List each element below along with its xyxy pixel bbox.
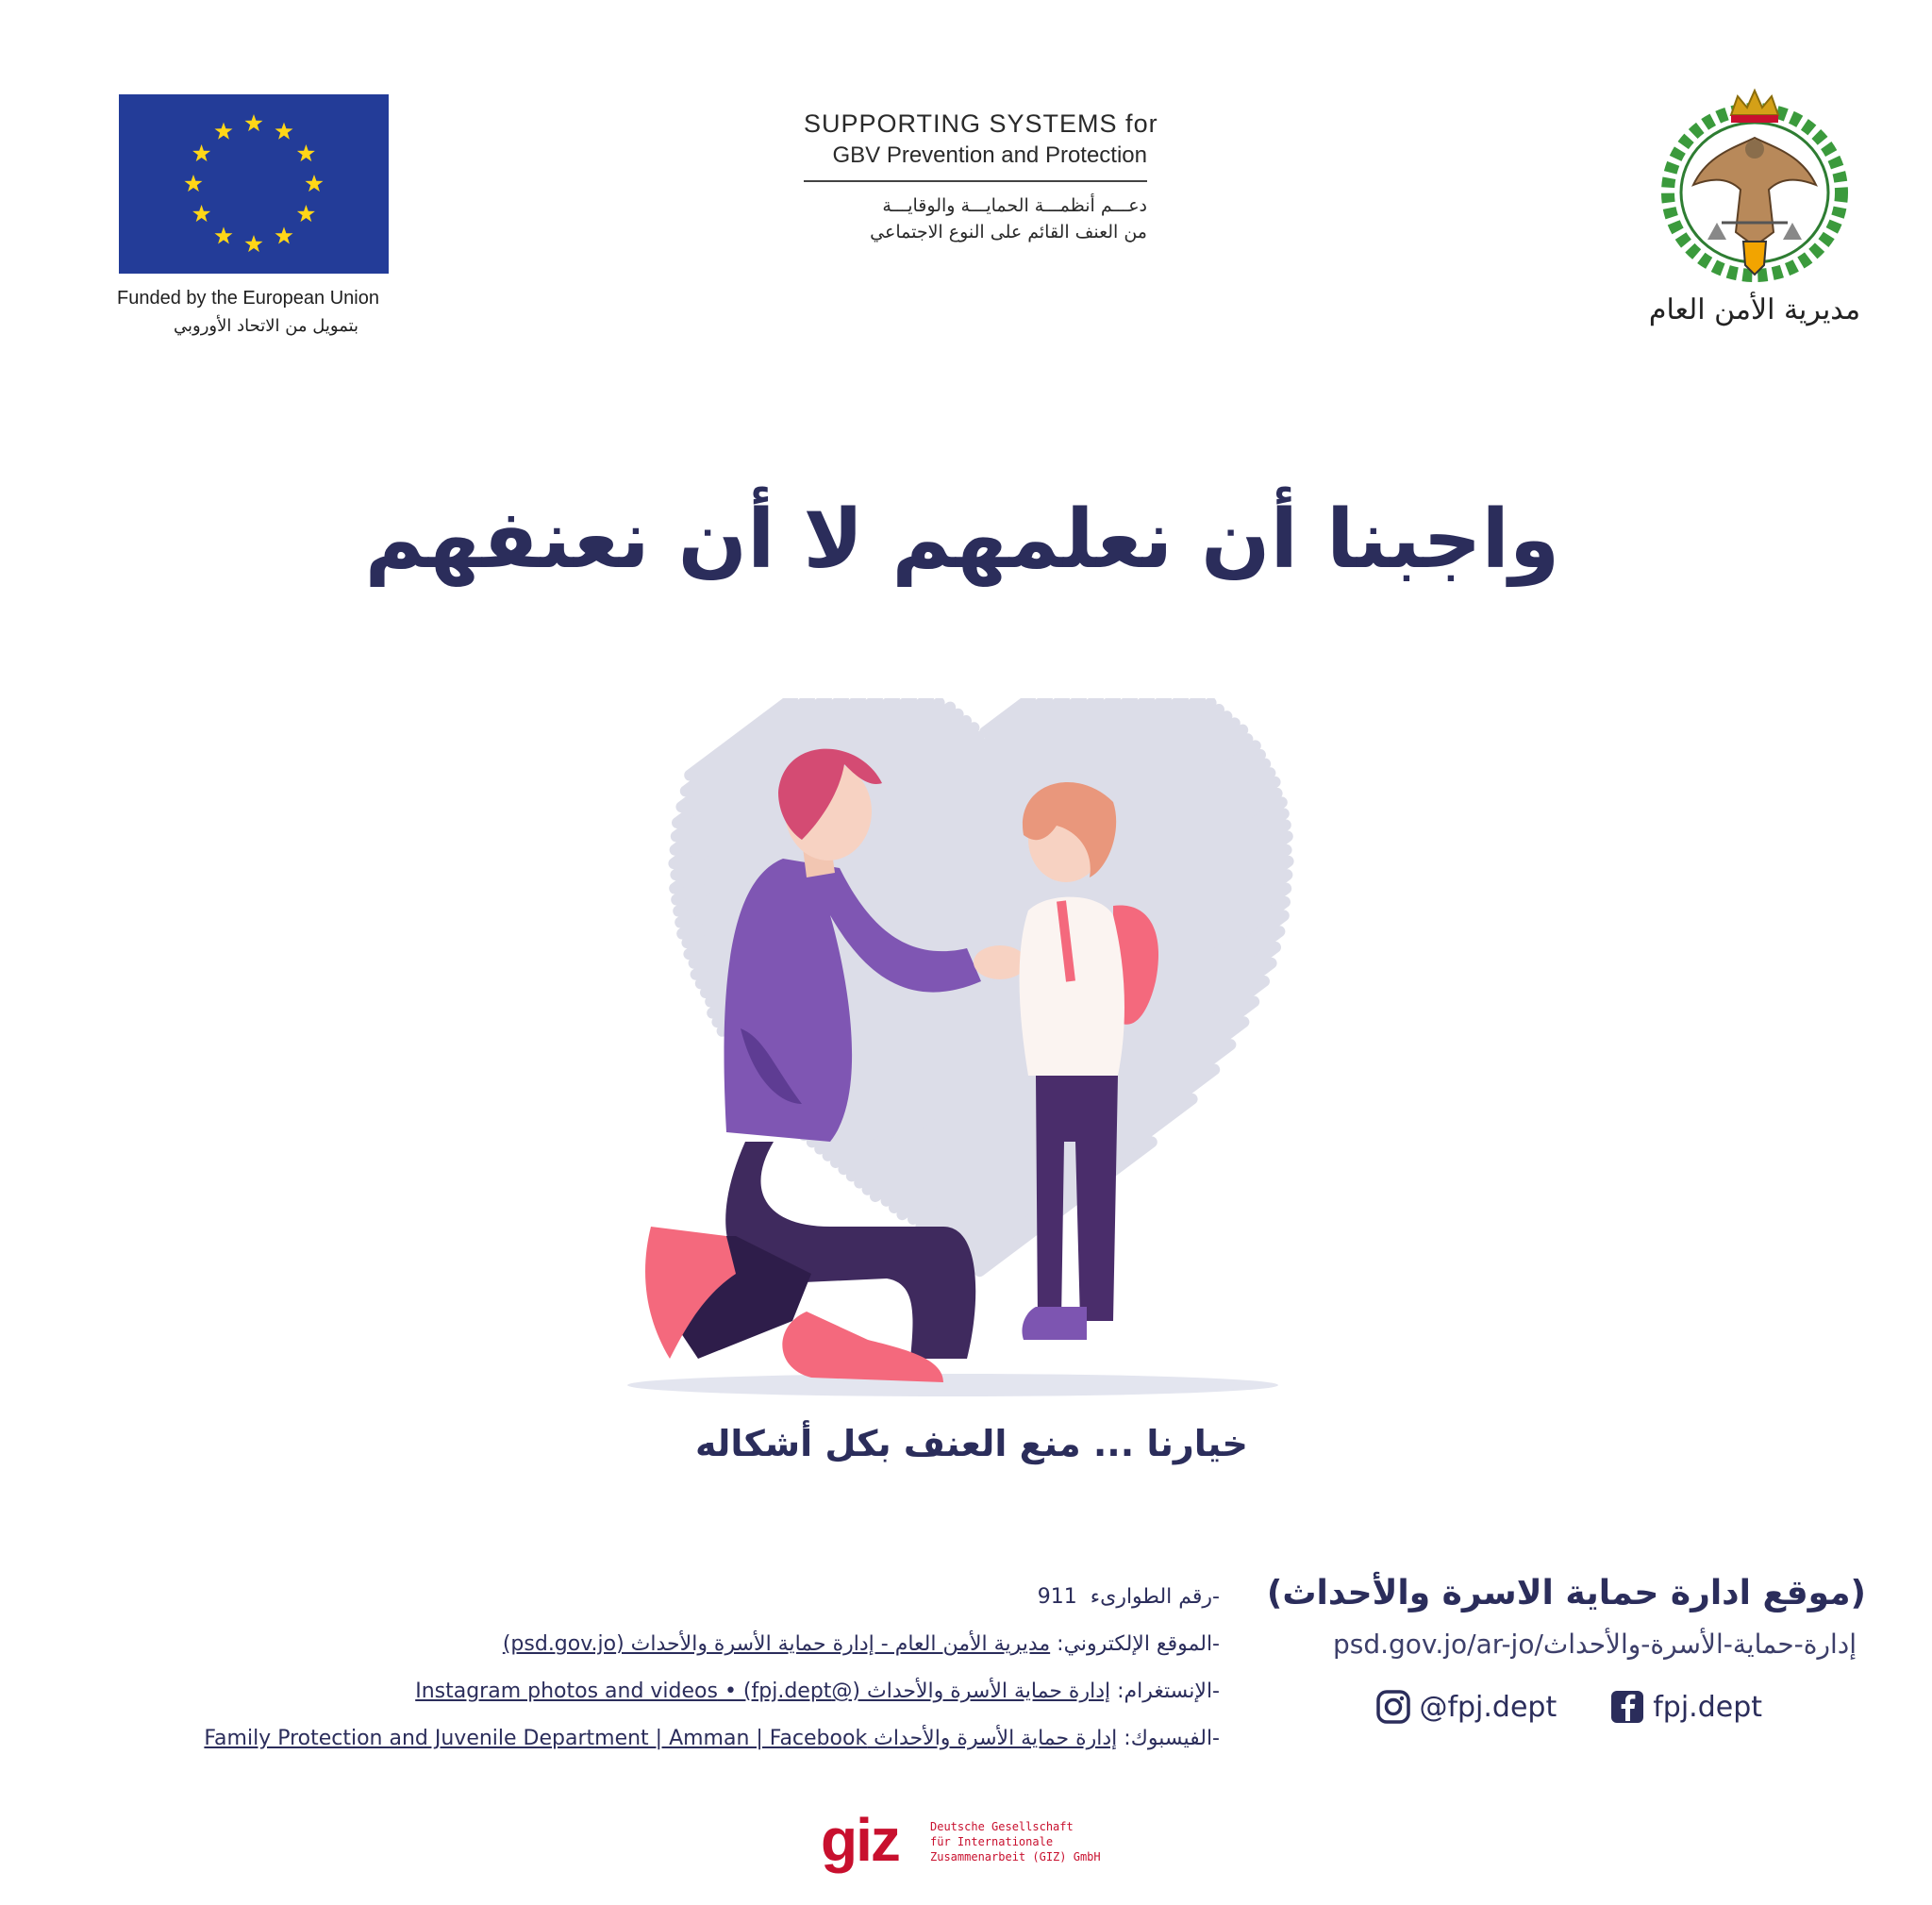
emblem-icon [1641,81,1868,336]
eu-star [245,235,263,252]
supporting-systems-ar-line2: من العنف القائم على النوع الاجتماعي [870,222,1147,242]
giz-line2: für Internationale [930,1835,1054,1848]
facebook-icon [1609,1689,1645,1725]
instagram-label: -الإنستغرام: [1117,1679,1220,1703]
site-heading: (موقع ادارة حماية الاسرة والأحداث) [1266,1574,1866,1613]
eu-star [275,123,293,140]
facebook-link[interactable]: إدارة حماية الأسرة والأحداث Family Protection and Juvenile Department | Amman | Facebook [204,1727,1118,1750]
main-title: واجبنا أن نعلمهم لا أن نعنفهم [364,493,1560,587]
contact-emergency [1038,1585,1220,1609]
facebook-handle-text: fpj.dept [1653,1690,1762,1724]
emblem-caption: مديرية الأمن العام [1648,293,1861,326]
site-url[interactable]: psd.gov.jo/ar-jo/إدارة-حماية-الأسرة-والأحداث [1332,1629,1857,1660]
supporting-systems-line2: GBV Prevention and Protection [832,142,1147,168]
eu-star [245,114,263,131]
instagram-handle-text: @fpj.dept [1419,1690,1557,1724]
instagram-handle[interactable] [1375,1689,1557,1725]
parent-child-illustration [585,698,1377,1406]
divider [804,180,1147,182]
eu-flag [119,94,389,274]
eu-star [297,205,315,222]
supporting-systems-logo [804,109,1158,242]
website-label: -الموقع الإلكتروني: [1057,1632,1220,1656]
social-row [1375,1689,1762,1725]
eu-caption-en: Funded by the European Union [117,288,379,309]
contact-instagram [415,1679,1220,1703]
giz-name [930,1819,1101,1864]
eu-star [192,144,210,161]
giz-line3: Zusammenarbeit (GIZ) GmbH [930,1850,1101,1863]
giz-logo: giz [821,1806,899,1874]
eu-star [185,175,203,192]
eu-star [192,205,210,222]
supporting-systems-ar-line1: دعـــم أنظمـــة الحمايـــة والوقايـــة [882,195,1147,216]
eu-caption-ar: بتمويل من الاتحاد الأوروبي [174,316,359,336]
emergency-number: 911 [1037,1585,1077,1609]
website-link[interactable]: مديرية الأمن العام - إدارة حماية الأسرة والأحداث (psd.gov.jo) [502,1632,1051,1656]
parent-child-illustration-art [585,698,1377,1406]
eu-star [297,144,315,161]
contact-website [503,1632,1220,1656]
supporting-systems-line1: SUPPORTING SYSTEMS for [804,109,1158,138]
tagline: خيارنا ... منع العنف بكل أشكاله [695,1423,1248,1464]
facebook-label: -الفيسبوك: [1124,1727,1220,1750]
eu-star [215,123,233,140]
emergency-label: -رقم الطوارىء [1090,1585,1220,1609]
eu-star [306,175,324,192]
instagram-icon [1375,1689,1411,1725]
public-security-emblem [1641,81,1868,336]
giz-line1: Deutsche Gesellschaft [930,1820,1074,1833]
contact-facebook [204,1727,1220,1750]
facebook-handle[interactable] [1609,1689,1762,1725]
eu-stars-icon [119,94,389,274]
eu-star [215,226,233,243]
instagram-link[interactable]: إدارة حماية الأسرة والأحداث (@fpj.dept) • Instagram photos and videos [415,1679,1111,1703]
eu-star [275,226,293,243]
